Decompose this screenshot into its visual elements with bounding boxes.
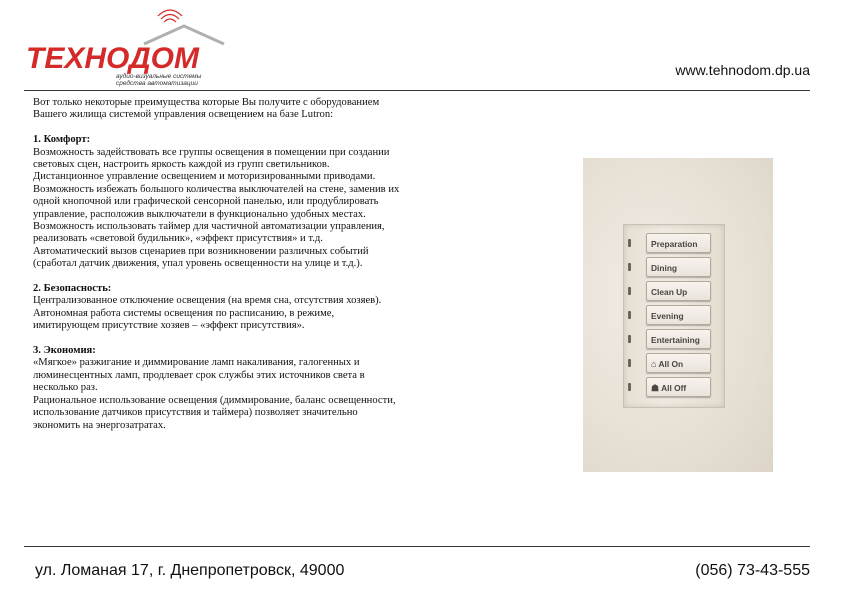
wifi-signal-icon <box>158 10 182 22</box>
header-divider <box>24 90 810 91</box>
house-filled-icon: ☗ <box>651 383 660 393</box>
economy-line: несколько раз. <box>33 382 98 394</box>
footer-address: ул. Ломаная 17, г. Днепропетровск, 49000 <box>35 562 345 579</box>
comfort-line: одной кнопочной или графической сенсорной панелью, или продублировать <box>33 196 379 208</box>
house-outline-icon: ⌂ <box>651 359 657 369</box>
economy-line: люминесцентных ламп, продлевает срок службы этих источников света в <box>33 369 365 381</box>
website-link[interactable]: www.tehnodom.dp.ua <box>675 62 810 78</box>
led-indicator <box>628 383 631 391</box>
footer-divider <box>24 546 810 547</box>
safety-line: Автономная работа системы освещения по расписанию, в режиме, <box>33 307 335 319</box>
safety-line: Централизованное отключение освещения (на время сна, отсутствия хозяев). <box>33 295 382 307</box>
economy-line: Рациональное использование освещения (диммирование, баланс освещенности, <box>33 394 396 406</box>
comfort-line: (сработал датчик движения, упал уровень освещенности на улице и т.д.). <box>33 258 363 270</box>
intro-line: Вот только некоторые преимущества которые Вы получите с оборудованием <box>33 97 380 108</box>
keypad-button-preparation: Preparation <box>646 233 711 253</box>
comfort-line: управление, расположив выключатели в функционально удобных местах. <box>33 208 366 220</box>
led-indicator <box>628 335 631 343</box>
economy-heading: 3. Экономия: <box>33 345 96 357</box>
safety-line: имитирующем присутствие хозяев – «эффект присутствия». <box>33 320 305 332</box>
keypad-button-all-on: ⌂ All On <box>646 353 711 373</box>
footer-phone[interactable]: (056) 73-43-555 <box>695 562 810 579</box>
keypad-button-entertaining: Entertaining <box>646 329 711 349</box>
lutron-keypad <box>623 224 725 408</box>
logo-subtitle-1: аудио-визуальные системы <box>116 73 202 80</box>
safety-heading: 2. Безопасность: <box>33 283 112 295</box>
intro-line: Вашего жилища системой управления освещением на базе Lutron: <box>33 109 334 121</box>
company-logo <box>24 8 239 88</box>
comfort-line: Возможность использовать таймер для частичной автоматизации управления, <box>33 221 385 233</box>
led-indicator <box>628 311 631 319</box>
led-indicator <box>628 239 631 247</box>
keypad-button-evening: Evening <box>646 305 711 325</box>
led-indicator <box>628 263 631 271</box>
benefits-text <box>33 97 493 432</box>
comfort-line: Возможность задействовать все группы освещения в помещении при создании <box>33 146 390 158</box>
logo-wordmark: ТЕХНОДОМ <box>26 42 199 75</box>
economy-line: «Мягкое» разжигание и диммирование ламп накаливания, галогенных и <box>33 357 360 369</box>
comfort-line: Автоматический вызов сценариев при возникновении различных событий <box>33 245 369 257</box>
economy-line: использование датчиков присутствия и таймера) позволяет значительно <box>33 407 358 419</box>
led-indicator <box>628 359 631 367</box>
comfort-line: световых сцен, настроить яркость каждой из групп светильников. <box>33 159 330 171</box>
keypad-button-dining: Dining <box>646 257 711 277</box>
economy-line: экономить на энергозатратах. <box>33 419 166 431</box>
led-indicator <box>628 287 631 295</box>
comfort-heading: 1. Комфорт: <box>33 134 91 146</box>
logo-subtitle-2: средства автоматизации <box>116 80 198 87</box>
comfort-line: Возможность избежать большого количества выключателей на стене, заменив их <box>33 183 400 195</box>
keypad-button-all-off: ☗ All Off <box>646 377 711 397</box>
comfort-line: реализовать «световой будильник», «эффект присутствия» и т.д. <box>33 233 323 245</box>
keypad-photo <box>583 158 773 472</box>
keypad-button-clean-up: Clean Up <box>646 281 711 301</box>
comfort-line: Дистанционное управление освещением и моторизированными приводами. <box>33 171 376 183</box>
